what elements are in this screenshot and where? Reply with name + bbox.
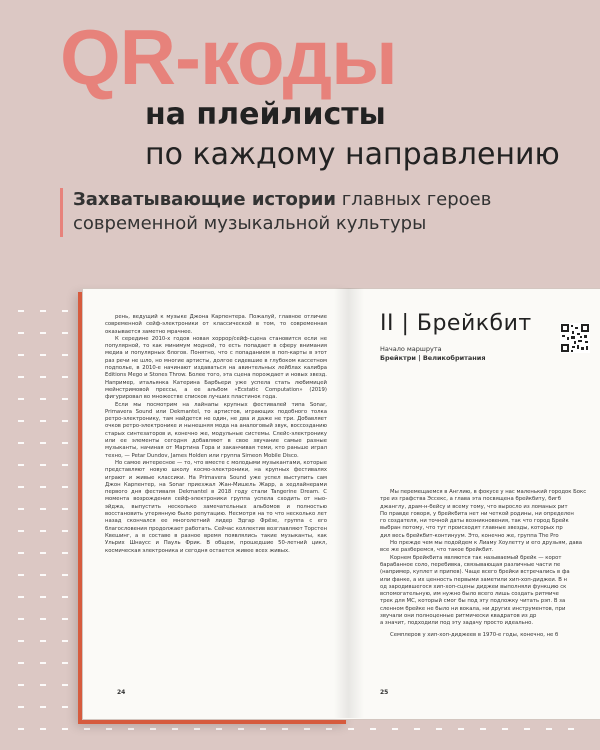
left-paragraph: рень, ведущий к музыке Джона Карпентера. Пожалуй, главное отличие современной сейф-электроники от классической в том, то современная оказывается заметно мрачнее.	[105, 314, 327, 335]
right-line: а значит, подходили под эту задачу просто идеально.	[380, 620, 534, 627]
right-line: выбран потому, что тут происходят главные звезды, которых пр	[380, 525, 563, 532]
page-number-left: 24	[117, 689, 126, 696]
qr-code-icon	[560, 323, 590, 353]
left-paragraph: Если мы посмотрим на лайнапы крупных фестивалей типа Sonar, Primavera Sound или Dekmantel, то артистов, играющих подобного толка ретро-электронику, там найдется не один, не два и даже не три. Добавляет очков ретро-электронике и нынешняя мода на аналоговый звук, воссозданию старых синтезаторов и, конечно же, модульные системы. Слейс-электронику или ее элементы сегодня добавляют в свое звучание самые разные музыканты, начиная от Мартина Гора и заканчивая теми, кто раньше играл техно, — Petar Dundov, James Holden или группа Simeon Mobile Disco.	[105, 401, 327, 459]
right-line: трек для МС, который смог бы под эту подложку читать рэп. В за	[380, 598, 566, 605]
headline-qr-codes: QR-коды	[60, 13, 397, 101]
tagline-rest: главных героев современной музыкальной культуры	[73, 189, 492, 235]
left-paragraph: К середине 2010-х годов новая хоррор/сейф-сцена становится если не популярной, то как минимум модной, то есть попадает в сферу внимания медиа и популярных блогов. Понятно, что с попаданием в поп-карты в этот раз речи не шло, но многие артисты, долгое сидевшие в глубоком кассетном подполье, в 2010-е начинают издаваться на авинтельных лейблах калибра Editions Mego и Stones Throw. Более того, эта сцена порождает и новых звезд. Например, итальянка Катерина Барбьери уже успела стать любимицей мейнстримовой прессы, а ее альбом «Ecstatic Computation» (2019) фигурировал во множестве списков лучших пластинок года.	[105, 335, 327, 401]
tagline-bold: Захватывающие истории	[73, 189, 337, 210]
left-paragraph: Но самое интересное — то, что вместе с молодыми музыкантами, которые представляют новую школу космо-электроники, на крупных фестивалях играют и живые классики. На Primavera Sound уже успел выступить сам Джон Карпентер, на Sonar приезжал Жан-Мишель Жарр, а хедлайнерами первого дня фестиваля Dekmantel в 2018 году стали Tangerine Dream. С момента возрождения сейф-электроники группа успела сходить от ныо-эйджа, выпустить несколько замечательных альбомов и полностью восстановить утерянную было репутацию. Несмотря на то что несколько лет назад скончался ее многолетний лидер Эдгар Фрёзе, группа с его благословения продолжает работать. Сейчас коллектив возглавляют Торстен Квешинг, а в составе в разное время появлялись такие музыканты, как Ульрих Шнаусс и Пауль Фрик. В общем, прошедшие 50-летний цикл, космическая электроника и сегодня остается живее всех живых.	[105, 459, 327, 554]
right-page	[348, 288, 600, 720]
right-line: Семплеров у хип-хоп-диджеев в 1970-е годы, конечно, не б	[390, 631, 559, 638]
right-line: звучали они полноценные ритмически квадратов из др	[380, 613, 537, 620]
page-number-right: 25	[380, 689, 389, 696]
right-line: (например, куплет и припев). Чаще всего брейки встречались в фа	[380, 569, 570, 576]
right-line: го создателя, ни точной даты возникновения, так что город Брейк	[380, 518, 569, 525]
right-line: все же разберемся, что такое брейкбит.	[380, 547, 494, 554]
headline-playlists: на плейлисты	[145, 97, 386, 132]
right-line: или фанке, а их ценность первыми заметили хип-хоп-диджеи. В н	[380, 576, 567, 583]
chapter-title: II | Брейкбит	[380, 311, 532, 336]
right-line: тре из графства Эссекс, а глава эта посвящена брейкбиту, бигб	[380, 496, 562, 503]
book-gutter-shadow	[334, 288, 364, 718]
right-line: Но прежде чем мы подойдем к Лиаму Хоулетту и его друзьям, дава	[390, 540, 582, 547]
headline-directions: по каждому направлению	[145, 137, 560, 172]
right-line: По правде говоря, у брейкбита нет ни четкой родины, ни определен	[380, 510, 574, 517]
right-line: джанглу, драм-н-бейсу и всему тому, что выросло из ломаных рит	[380, 503, 568, 510]
right-line: дил весь брейкбит-континуум. Это, конечно же, группа The Pro	[380, 532, 559, 539]
right-line: Мы перемещаемся в Англию, в фокусе у нас маленький городок Бокс	[390, 489, 587, 495]
right-line: од зародившегося хип-хоп-сцены диджеи выполняли функцию ск	[380, 583, 567, 590]
open-book	[82, 288, 600, 718]
right-line: вспомогательную, им нужно было всего лишь создать ритмиче	[380, 591, 559, 598]
route-label: Начало маршрута	[380, 345, 442, 353]
route-value: Брейктри | Великобритания	[380, 354, 486, 362]
right-line: барабанное соло, перебивка, связывающая различные части пе	[380, 561, 561, 568]
right-line: сленном брейке не было ни вокала, ни других инструментов, при	[380, 605, 566, 612]
right-line: Корнем брейкбита являются так называемый брейк — корот	[390, 554, 562, 561]
left-page-text	[105, 314, 327, 555]
tagline	[60, 188, 553, 237]
right-page-text	[380, 489, 590, 639]
route-info	[380, 345, 486, 363]
left-page	[82, 288, 350, 720]
